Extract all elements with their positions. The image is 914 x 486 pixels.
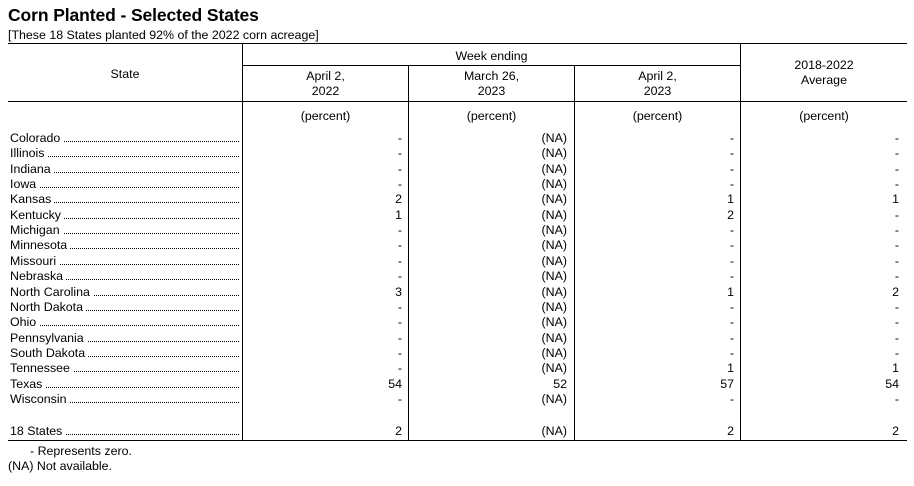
unit-col4: (percent) [799, 109, 849, 123]
table-row [0, 208, 914, 223]
value-col2: (NA) [541, 424, 567, 438]
value-col1: - [397, 131, 402, 145]
state-cell [10, 223, 242, 237]
value-col4: - [894, 207, 899, 222]
value-col4: - [894, 161, 899, 176]
value-col4: - [894, 315, 899, 330]
table-row [0, 223, 914, 238]
state-name: Nebraska [10, 269, 66, 283]
state-cell [10, 238, 242, 252]
state-cell [10, 315, 242, 329]
table-row [0, 315, 914, 330]
value-col4: 2 [892, 424, 899, 438]
state-cell [10, 146, 242, 160]
state-name: Pennsylvania [10, 331, 87, 345]
state-cell [10, 131, 242, 145]
table-row [0, 331, 914, 346]
value-col3: - [729, 223, 734, 238]
value-col2: (NA) [541, 161, 567, 176]
value-col1: - [397, 146, 402, 161]
state-cell [10, 392, 242, 406]
table-row [0, 361, 914, 376]
value-col3: 57 [720, 376, 734, 391]
state-cell [10, 254, 242, 268]
state-name: Ohio [10, 315, 39, 329]
unit-col2: (percent) [466, 109, 517, 123]
table-row [0, 238, 914, 253]
value-col1: - [397, 177, 402, 192]
col4-header [741, 58, 907, 87]
col1-header [243, 69, 408, 98]
value-col4: - [894, 299, 899, 314]
value-col1: 2 [395, 192, 402, 207]
value-col3: - [729, 177, 734, 192]
value-col1: - [397, 330, 402, 345]
value-col2: (NA) [541, 361, 567, 376]
value-col1: 3 [395, 284, 402, 299]
state-name: Illinois [10, 146, 47, 160]
value-col1: - [397, 223, 402, 238]
state-cell [10, 331, 242, 345]
value-col4: - [894, 253, 899, 268]
week-ending-header: Week ending [455, 49, 528, 63]
state-name: Tennessee [10, 361, 73, 375]
table-row [0, 285, 914, 300]
state-cell [10, 377, 242, 391]
value-col3: - [729, 299, 734, 314]
value-col4: - [894, 391, 899, 406]
value-col1: 2 [395, 424, 402, 438]
value-col3: 2 [727, 424, 734, 438]
table-row [0, 131, 914, 146]
unit-col3: (percent) [632, 109, 683, 123]
value-col4: - [894, 269, 899, 284]
table-row [0, 346, 914, 361]
header-bottom-rule [8, 101, 907, 102]
state-cell [10, 162, 242, 176]
state-name: Michigan [10, 223, 63, 237]
value-col1: - [397, 161, 402, 176]
value-col4: - [894, 223, 899, 238]
col3-header-line1: April 2, [638, 69, 677, 83]
footnote-na: (NA) Not available. [8, 459, 112, 473]
value-col1: - [397, 299, 402, 314]
value-col3: - [729, 391, 734, 406]
value-col2: (NA) [541, 345, 567, 360]
value-col3: - [729, 131, 734, 145]
col2-header [409, 69, 574, 98]
state-cell [10, 192, 242, 206]
value-col2: (NA) [541, 391, 567, 406]
value-col3: - [729, 315, 734, 330]
value-col2: (NA) [541, 131, 567, 145]
table-row [0, 162, 914, 177]
value-col2: (NA) [541, 330, 567, 345]
footnote-zero: - Represents zero. [30, 444, 132, 458]
value-col3: - [729, 269, 734, 284]
col4-header-line2: Average [801, 72, 847, 87]
value-col4: 2 [892, 284, 899, 299]
col2-header-line2: 2023 [477, 83, 506, 98]
value-col2: (NA) [541, 269, 567, 284]
value-col3: 1 [727, 361, 734, 376]
table-row [0, 192, 914, 207]
value-col1: - [397, 253, 402, 268]
state-name: North Carolina [10, 285, 93, 299]
table-row [0, 146, 914, 161]
value-col3: - [729, 330, 734, 345]
state-cell [10, 269, 242, 283]
value-col4: - [894, 131, 899, 145]
state-header: State [110, 67, 140, 81]
col1-header-line2: 2022 [311, 83, 340, 98]
table-row [0, 377, 914, 392]
value-col1: - [397, 345, 402, 360]
state-name: Minnesota [10, 238, 70, 252]
value-col4: - [894, 177, 899, 192]
value-col2: (NA) [541, 177, 567, 192]
value-col3: - [729, 253, 734, 268]
state-name: Kansas [10, 192, 54, 206]
state-name: Texas [10, 377, 45, 391]
col3-header [575, 69, 740, 98]
value-col4: - [894, 345, 899, 360]
value-col2: (NA) [541, 238, 567, 253]
state-name: Wisconsin [10, 392, 69, 406]
value-col2: (NA) [541, 284, 567, 299]
value-col2: (NA) [541, 299, 567, 314]
state-name: Missouri [10, 254, 59, 268]
value-col2: (NA) [541, 223, 567, 238]
col1-header-line1: April 2, [306, 69, 345, 83]
value-col4: 1 [892, 361, 899, 376]
value-col1: 1 [395, 207, 402, 222]
table-row [0, 300, 914, 315]
value-col3: - [729, 161, 734, 176]
table-subtitle: [These 18 States planted 92% of the 2022 corn acreage] [8, 28, 319, 42]
state-cell [10, 208, 242, 222]
value-col2: (NA) [541, 253, 567, 268]
state-cell [10, 424, 242, 438]
table-title: Corn Planted - Selected States [8, 5, 259, 25]
value-col3: - [729, 146, 734, 161]
state-name: North Dakota [10, 300, 86, 314]
value-col3: 1 [727, 192, 734, 207]
state-name: 18 States [10, 424, 65, 438]
value-col4: 1 [892, 192, 899, 207]
value-col2: (NA) [541, 192, 567, 207]
value-col4: - [894, 238, 899, 253]
value-col1: - [397, 391, 402, 406]
state-cell [10, 300, 242, 314]
value-col1: - [397, 238, 402, 253]
state-cell [10, 346, 242, 360]
dot-leader [10, 187, 239, 188]
table-row [0, 392, 914, 407]
table-row [0, 254, 914, 269]
value-col4: - [894, 146, 899, 161]
dot-leader [10, 325, 239, 326]
total-row [0, 424, 914, 439]
value-col2: (NA) [541, 315, 567, 330]
state-name: Kentucky [10, 208, 64, 222]
state-name: Colorado [10, 131, 63, 145]
state-cell [10, 361, 242, 375]
value-col1: 54 [388, 376, 402, 391]
state-cell [10, 177, 242, 191]
value-col4: - [894, 330, 899, 345]
col2-header-line1: March 26, [463, 69, 520, 83]
col4-header-line1: 2018-2022 [794, 58, 854, 72]
value-col4: 54 [885, 376, 899, 391]
state-name: Iowa [10, 177, 39, 191]
state-name: Indiana [10, 162, 54, 176]
col3-header-line2: 2023 [643, 83, 672, 98]
value-col2: (NA) [541, 146, 567, 161]
value-col1: - [397, 269, 402, 284]
value-col3: - [729, 238, 734, 253]
week-ending-rule [242, 65, 740, 66]
value-col1: - [397, 361, 402, 376]
state-name: South Dakota [10, 346, 88, 360]
value-col2: 52 [553, 376, 567, 391]
value-col3: 1 [727, 284, 734, 299]
value-col1: - [397, 315, 402, 330]
table-row [0, 269, 914, 284]
value-col2: (NA) [541, 207, 567, 222]
value-col3: 2 [727, 207, 734, 222]
value-col3: - [729, 345, 734, 360]
table-row [0, 177, 914, 192]
top-rule [8, 43, 907, 44]
unit-col1: (percent) [300, 109, 351, 123]
state-cell [10, 285, 242, 299]
table-bottom-rule [8, 440, 907, 441]
